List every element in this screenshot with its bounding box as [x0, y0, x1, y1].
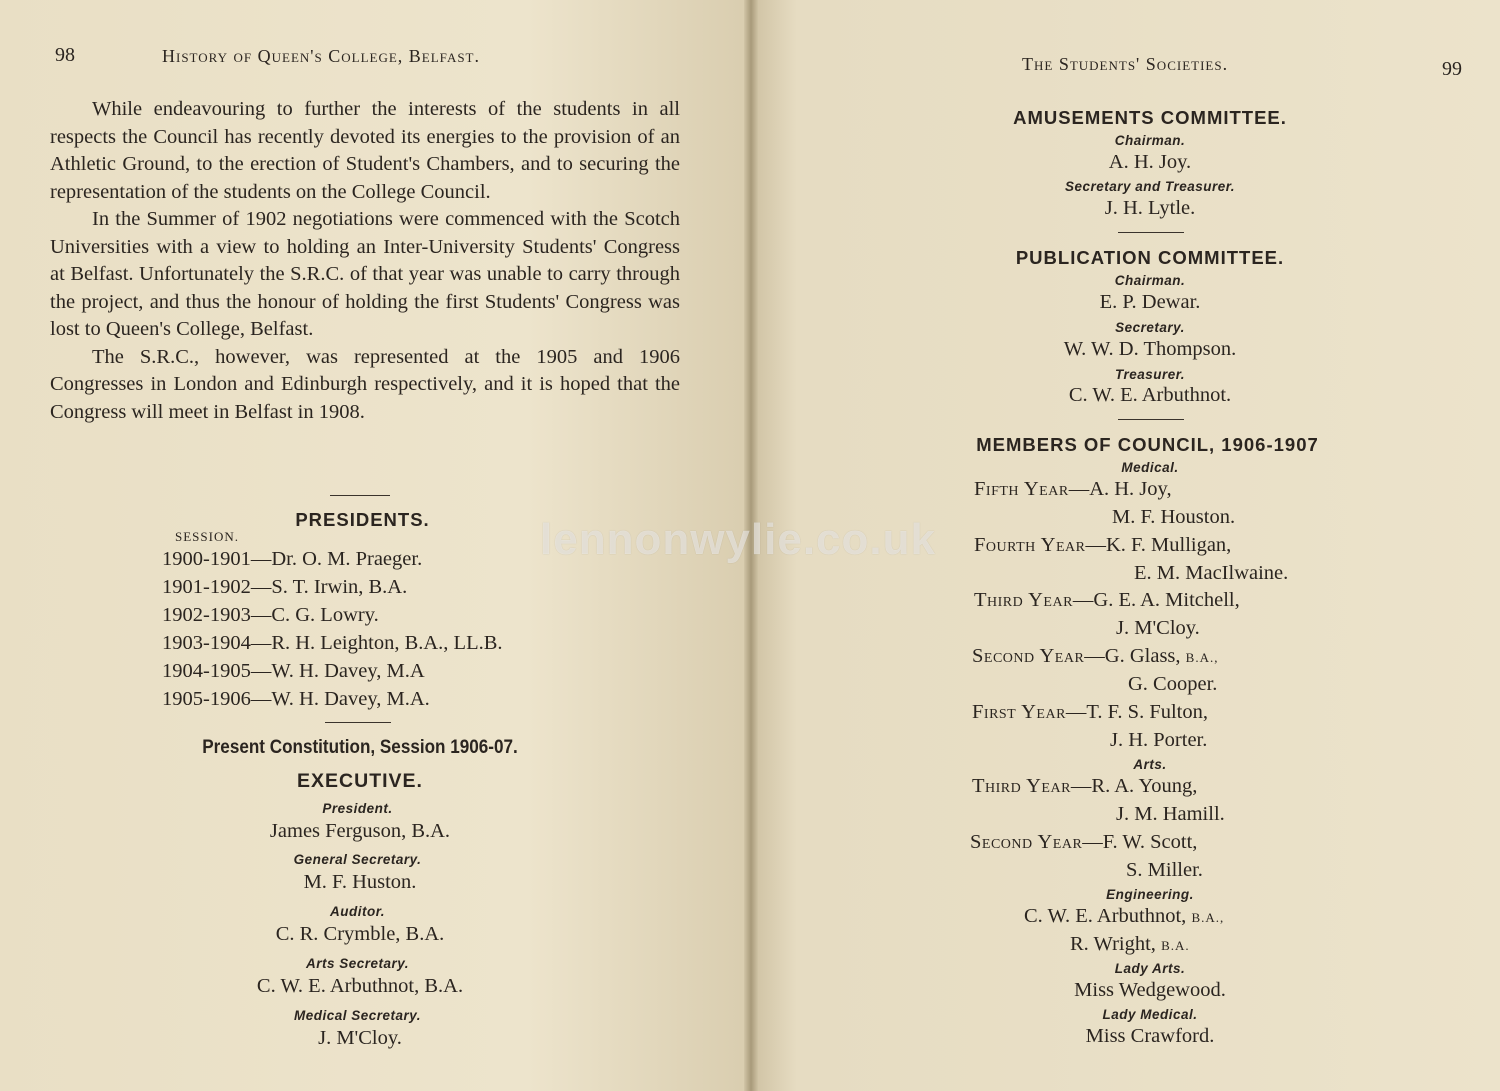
role-label: President. — [322, 801, 393, 816]
section-label-arts: Arts. — [1133, 757, 1167, 772]
council-row: E. M. MacIlwaine. — [1134, 562, 1289, 584]
member-name: E. P. Dewar. — [1099, 291, 1201, 313]
council-row: J. M. Hamill. — [1116, 803, 1225, 825]
president-entry: 1904-1905—W. H. Davey, M.A — [162, 660, 425, 682]
member-name: James Ferguson, B.A. — [269, 820, 451, 842]
left-body-text — [50, 96, 680, 426]
member-name: Miss Wedgewood. — [1074, 979, 1226, 1001]
council-row: J. M'Cloy. — [1116, 617, 1200, 639]
council-row: G. Cooper. — [1128, 673, 1218, 695]
watermark: lennonwylie.co.uk — [540, 515, 936, 564]
divider — [1118, 419, 1184, 420]
role-label: Secretary. — [1115, 320, 1185, 335]
member-name: J. M'Cloy. — [318, 1027, 402, 1049]
member-name: J. H. Lytle. — [1104, 197, 1196, 219]
section-label-lady-arts: Lady Arts. — [1114, 961, 1186, 976]
session-label: SESSION. — [175, 529, 239, 544]
executive-heading: EXECUTIVE. — [297, 770, 423, 792]
paragraph-1: While endeavouring to further the interests of the students in all respects the Council has recently devoted its energies to the provision of an Athletic Ground, to the erection of Student's Chambers, and to securing the representation of the students on the College Council. — [50, 98, 680, 203]
council-row: S. Miller. — [1126, 859, 1203, 881]
amusements-heading: AMUSEMENTS COMMITTEE. — [1013, 107, 1287, 128]
member-name: W. W. D. Thompson. — [1063, 338, 1237, 360]
left-running-head: History of Queen's College, Belfast. — [162, 46, 481, 66]
left-page-number: 98 — [55, 44, 75, 66]
divider — [325, 722, 391, 723]
council-row: Third Year—G. E. A. Mitchell, — [974, 589, 1240, 611]
president-entry: 1900-1901—Dr. O. M. Praeger. — [162, 548, 423, 570]
publication-heading: PUBLICATION COMMITTEE. — [1015, 247, 1285, 268]
council-row: Second Year—G. Glass, B.A., — [972, 645, 1219, 667]
presidents-heading: PRESIDENTS. — [295, 509, 430, 530]
paragraph-2: In the Summer of 1902 negotiations were commenced with the Scotch Universities with a view to holding an Inter-University Students' Congress at Belfast. Unfortunately the S.R.C. of that year was unable to carry through the project, and thus the honour of holding the first Students' Congress was lost to Queen's College, Belfast. — [50, 208, 680, 340]
member-name: Miss Crawford. — [1085, 1025, 1215, 1047]
role-label: Auditor. — [330, 904, 385, 919]
president-entry: 1902-1903—C. G. Lowry. — [162, 604, 379, 626]
section-label-lady-medical: Lady Medical. — [1102, 1007, 1198, 1022]
role-label: Medical Secretary. — [293, 1008, 422, 1023]
council-row: Third Year—R. A. Young, — [972, 775, 1198, 797]
role-label: Secretary and Treasurer. — [1064, 179, 1236, 194]
member-name: M. F. Huston. — [303, 871, 417, 893]
paragraph-3: The S.R.C., however, was represented at the 1905 and 1906 Congresses in London and Edinburgh respectively, and it is hoped that the Congress will meet in Belfast in 1908. — [50, 345, 680, 423]
section-label-engineering: Engineering. — [1106, 887, 1194, 902]
role-label: Arts Secretary. — [305, 956, 410, 971]
role-label: Treasurer. — [1114, 367, 1186, 382]
council-row: M. F. Houston. — [1112, 506, 1236, 528]
divider — [1118, 232, 1184, 233]
council-row: First Year—T. F. S. Fulton, — [972, 701, 1209, 723]
president-entry: 1903-1904—R. H. Leighton, B.A., LL.B. — [162, 632, 503, 654]
council-heading: MEMBERS OF COUNCIL, 1906-1907 — [976, 434, 1319, 455]
member-name: A. H. Joy. — [1108, 151, 1192, 173]
member-name: C. R. Crymble, B.A. — [275, 923, 445, 945]
president-entry: 1905-1906—W. H. Davey, M.A. — [162, 688, 430, 710]
right-page-number: 99 — [1442, 58, 1462, 80]
divider — [330, 495, 390, 496]
member-name: C. W. E. Arbuthnot, B.A. — [256, 975, 464, 997]
council-row: Second Year—F. W. Scott, — [970, 831, 1198, 853]
section-label-medical: Medical. — [1121, 460, 1179, 475]
council-row: Fifth Year—A. H. Joy, — [974, 478, 1172, 500]
president-entry: 1901-1902—S. T. Irwin, B.A. — [162, 576, 408, 598]
council-row: C. W. E. Arbuthnot, B.A., — [1024, 905, 1225, 927]
role-label: Chairman. — [1114, 273, 1186, 288]
council-row: Fourth Year—K. F. Mulligan, — [974, 534, 1232, 556]
member-name: C. W. E. Arbuthnot. — [1068, 384, 1232, 406]
role-label: Chairman. — [1114, 133, 1186, 148]
right-running-head: The Students' Societies. — [1022, 54, 1229, 74]
council-row: J. H. Porter. — [1110, 729, 1208, 751]
role-label: General Secretary. — [293, 852, 422, 867]
constitution-heading: Present Constitution, Session 1906-07. — [202, 737, 518, 758]
council-row: R. Wright, B.A. — [1070, 933, 1190, 955]
